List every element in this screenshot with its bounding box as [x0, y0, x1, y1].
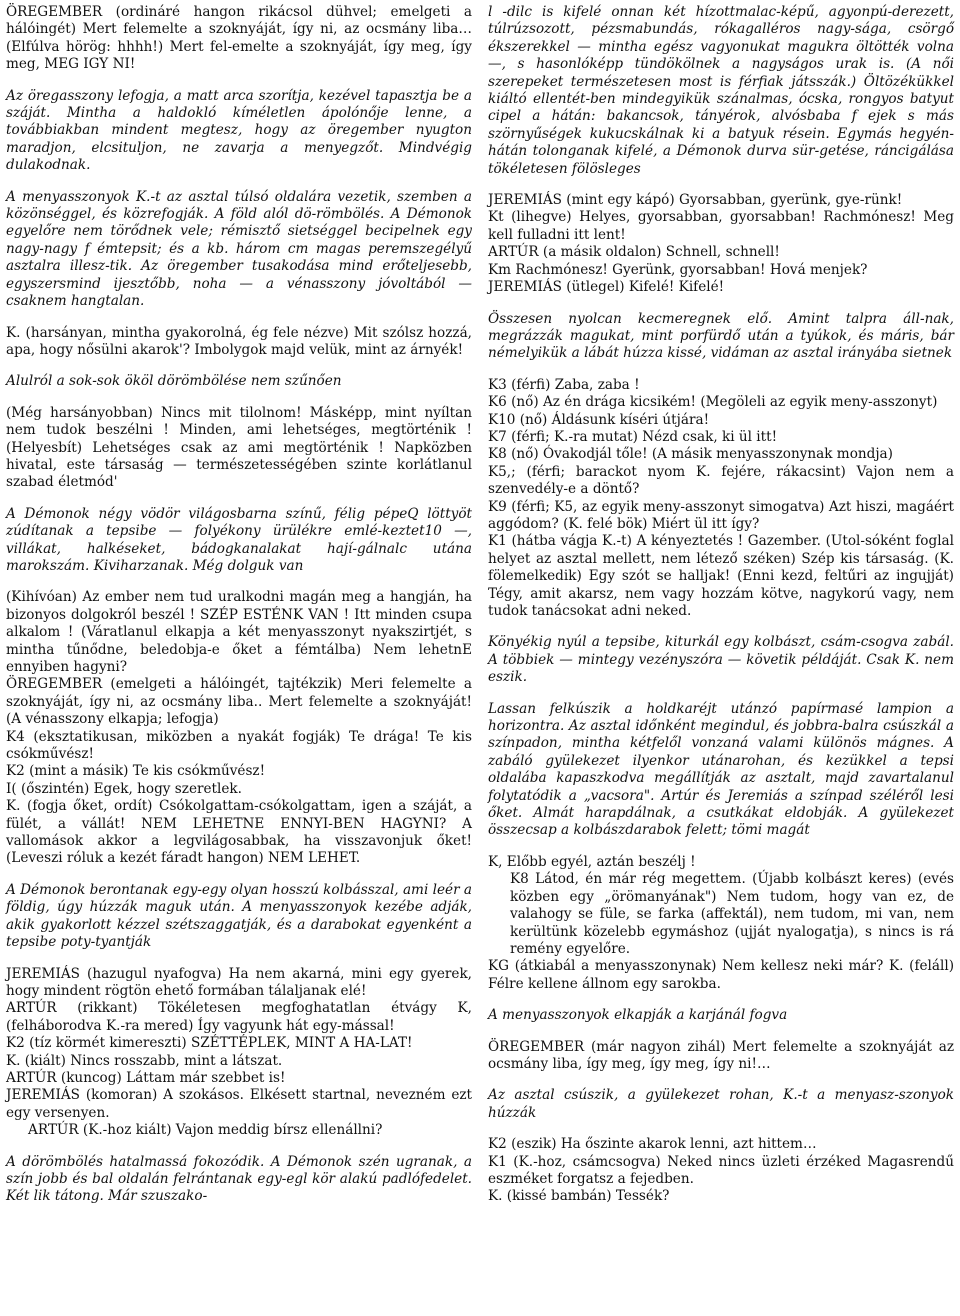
- dialogue-line: JEREMIÁS (mint egy kápó) Gyorsabban, gyerünk, gye-rünk!: [488, 192, 903, 209]
- dialogue-line: I( (őszintén) Egek, hogy szeretlek.: [6, 780, 242, 797]
- dialogue-line: K7 (férfi; K.-ra mutat) Nézd csak, ki ül itt!: [488, 428, 778, 445]
- stage-direction: Könyékig nyúl a tepsibe, kiturkál egy kolbászt, csám-csogva zabál. A többiek — mintegy vezényszóra — követik példáját. Csak K. nem eszik.: [488, 634, 954, 686]
- dialogue-line: ARTÚR (a másik oldalon) Schnell, schnell!: [488, 244, 780, 261]
- dialogue-line: ÖREGEMBER (emelgeti a hálóingét, tajtékzik) Meri felemelte a szoknyáját, így ni, az ocsmány liba.. Mert felemelte a szoknyáját! (A vénasszony elkapja; lefogja): [6, 676, 472, 728]
- dialogue-line: K6 (nő) Az én drága kicsikém! (Megöleli az egyik meny-asszonyt): [488, 394, 938, 411]
- dialogue-line: K. (kiált) Nincs rosszabb, mint a látszat.: [6, 1052, 283, 1069]
- dialogue-line: K4 (eksztatikusan, miközben a nyakát fogják) Te drága! Te kis csókművész!: [6, 728, 472, 763]
- dialogue-line: JEREMIÁS (komoran) A szokásos. Elkésett startnal, nevezném ezt egy versenyen.: [6, 1087, 472, 1121]
- dialogue-line: K2 (mint a másik) Te kis csókművész!: [6, 763, 266, 780]
- dialogue-line: K10 (nő) Áldásunk kíséri útjára!: [488, 411, 710, 428]
- stage-direction: Lassan felkúszik a holdkaréjt utánzó papírmasé lampion a horizontra. Az asztal időnként megindul, és jobbra-balra csúszkál a színpadon, mintha kétfelől vonzaná valami különös mágnes. A zabáló gyülekezet ilyenkor utánarohan, és kezükkel a tepsi oldalába kapaszkodva megállítják az asztalt, majd zavartalanul folytatódik a „vacsora". Artúr és Jeremiás a színpad széléről lesi őket. Almát harapdálnak, a csutkákat eldobják. A gyülekezet összecsap a kolbászdarabok felett; tömi magát: [488, 700, 954, 839]
- stage-direction: Összesen nyolcan kecmeregnek elő. Amint talpra áll-nak, megrázzák magukat, mint porfürdő után a tyúkok, és máris, bár némelyikük a lábát húzza kissé, vidáman az asztal irányába sietnek: [488, 310, 954, 362]
- dialogue-line: K2 (eszik) Ha őszinte akarok lenni, azt hittem…: [488, 1136, 817, 1153]
- stage-direction: A menyasszonyok elkapják a karjánál fogva: [488, 1007, 788, 1024]
- dialogue-line: (Kihívóan) Az ember nem tud uralkodni magán meg a hangján, ha bizonyos dolgokról beszél ! SZÉP ESTÉNK VAN ! Itt minden csupa alkalom ! (Váratlanul elkapja a két menyasszonyt nyakszirtjét, s mintha tűnődne, beledobja-e őket a fémtálba) Nem lehetnE ennyiben hagyni?: [6, 589, 472, 675]
- dialogue-line: K8 (nő) Óvakodjál tőle! (A másik menyasszonynak mondja): [488, 446, 893, 463]
- dialogue-line: K. (fogja őket, ordít) Csókolgattam-csókolgattam, igen a száját, a fülét, a vállát! NEM LEHETNE ENNYI-BEN HAGYNI? A vallomások akkor a legvilágosabbak, ha visszavonjuk őket! (Leveszi róluk a kezét fáradt hangon) NEM LEHET.: [6, 798, 472, 867]
- stage-direction: A menyasszonyok K.-t az asztal túlsó oldalára vezetik, szemben a közönséggel, és közrefogják. A föld alól dö-römbölés. A Démonok egyelőre nem törődnek vele; rémisztő sietséggel becipelnek egy nagy-nagy f émtepsit; és a kb. három cm magas peremszegélyű asztalra illesz-tik. Az öregember tusakodása mind erőteljesebb, egyszersmind ijesztőbb, noha — a vénasszony jóvoltából — csaknem hangtalan.: [6, 188, 472, 310]
- stage-direction: A dörömbölés hatalmassá fokozódik. A Démonok szén ugranak, a szín jobb és bal oldalán felrántanak egy-egl kör alakú padlófedelet. Két lik tátong. Már szuszako-: [6, 1153, 472, 1205]
- dialogue-line: ARTÚR (K.-hoz kiált) Vajon meddig bírsz ellenállni?: [28, 1122, 383, 1139]
- dialogue-line: K2 (tíz körmét kimereszti) SZÉTTÉPLEK, MINT A HA-LAT!: [6, 1035, 413, 1052]
- dialogue-line: ÖREGEMBER (már nagyon zihál) Mert felemelte a szoknyáját az ocsmány liba, így meg, így meg, így ni!…: [488, 1038, 954, 1072]
- stage-direction: A Démonok négy vödör világosbarna színű, félig pépeQ löttyöt zúdítanak a tepsibe — folyékony ürülékre emlé-keztet10 —, villákat, halkéseket, bádogkanalakat hají-gálnalc utána marokszám. Kiviharzanak. Még dolguk van: [6, 505, 472, 574]
- dialogue-line: K, Előbb egyél, aztán beszélj !: [488, 853, 696, 870]
- dialogue-line: JEREMIÁS (hazugul nyafogva) Ha nem akarná, mini egy gyerek, hogy mindent rögtön ehető formában tálaljanak elé!: [6, 965, 472, 999]
- dialogue-line: K. (harsányan, mintha gyakorolná, ég fele nézve) Mit szólsz hozzá, apa, hogy nősülni akarok'? Imbolygok majd velük, mint az árnyék!: [6, 324, 472, 358]
- left-column: [6, 4, 472, 1316]
- stage-direction: l -dilc is kifelé onnan két hízottmalac-képű, agyonpú-derezett, túlrúzsozott, pézsmabundás, rókagalléros nagy-sága, csörgő ékszerekkel — mintha egész vagyonukat magukra öltötték volna —, s hasonlóképp tündökölnek a nagyságos urak is. (A női szerepeket természetesen most is férfiak játsszák.) Öltözékükkel kiáltó ellentét-ben mindegyikük szánalmas, ócska, rongyos batyut cipel a hátán: bakancsok, tányérok, alvósbaba f ejek s más szörnyűségek kukucskálnak ki a batyuk résein. Egymás hegyén-hátán tolonganak kifelé, a Démonok durva sür-getése, ráncigálása tökéletesen fölösleges: [488, 4, 954, 177]
- dialogue-line: (Még harsányobban) Nincs mit tilolnom! Másképp, mint nyíltan nem tudok beszélni ! Minden, ami lehetséges, megtörténik ! (Helyesbít) Lehetséges csak az ami megtörténik ! Napközben hivatal, este társaság — természetességében szinte korlátlanul szabad életmód': [6, 404, 472, 491]
- dialogue-line: K9 (férfi; K5, az egyik meny-asszonyt simogatva) Azt hiszi, magáért aggódom? (K. felé bök) Miért ül itt így?: [488, 498, 954, 532]
- stage-direction: Az asztal csúszik, a gyülekezet rohan, K.-t a menyasz-szonyok húzzák: [488, 1087, 954, 1121]
- dialogue-line: K1 (K.-hoz, csámcsogva) Neked nincs üzleti érzéked Magasrendű eszméket forgatsz a fejedben.: [488, 1153, 954, 1187]
- dialogue-line: K3 (férfi) Zaba, zaba !: [488, 376, 640, 393]
- dialogue-line: ARTÚR (rikkant) Tökéletesen megfoghatatlan étvágy K, (felháborodva K.-ra mered) Így vagyunk hát egy-mással!: [6, 1000, 472, 1034]
- stage-direction: A Démonok berontanak egy-egy olyan hosszú kolbásszal, ami leér a földig, úgy húzzák maguk után. A menyasszonyok kezébe adják, akik gyakorlott kézzel szétszaggatják, és a darabokat egyenként a tepsibe poty-tyantják: [6, 881, 472, 951]
- dialogue-line: ARTÚR (kuncog) Láttam már szebbet is!: [6, 1069, 286, 1086]
- right-column: [488, 4, 954, 1316]
- dialogue-line: K5,; (férfi; barackot nyom K. fejére, rákacsint) Vajon nem a szenvedély-e a döntő?: [488, 463, 954, 498]
- dialogue-line: ÖREGEMBER (ordináré hangon rikácsol dühvel; emelgeti a hálóingét) Mert felemelte a szoknyáját, így ni, az ocsmány liba… (Elfúlva hörög: hhhh!) Mert fel-emelte a szoknyáját, így meg, így meg, MEG IGY NI!: [6, 4, 472, 73]
- dialogue-line: K8 Látod, én már rég megettem. (Újabb kolbászt keres) (evés közben egy „örömanyának") Nem tudom, hogy van ez, de valahogy se füle, se farka (affektál), nem tudom, mi van, nem kerültünk közelebb egymáshoz (ujját nyalogatja), s nincs is rá remény egyelőre.: [510, 871, 954, 957]
- dialogue-line: KG (átkiabál a menyasszonynak) Nem kellesz neki már? K. (feláll) Félre kellene állnom egy sarokba.: [488, 958, 954, 992]
- dialogue-line: Km Rachmónesz! Gyerünk, gyorsabban! Hová menjek?: [488, 261, 868, 278]
- dialogue-line: K. (kissé bambán) Tessék?: [488, 1188, 670, 1205]
- stage-direction: Alulról a sok-sok ököl dörömbölése nem szűnően: [6, 373, 342, 390]
- dialogue-line: Kt (lihegve) Helyes, gyorsabban, gyorsabban! Rachmónesz! Meg kell fulladni itt lent!: [488, 209, 954, 243]
- stage-direction: Az öregasszony lefogja, a matt arca szorítja, kezével tapasztja be a száját. Mintha a haldokló kíméletlen ápolónője lenne, a továbbiakban mindent megtesz, hogy az öregember nyugton maradjon, elcsituljon, ne zavarja a menyegzőt. Mindvégig dulakodnak.: [6, 87, 472, 174]
- dialogue-line: K1 (hátba vágja K.-t) A kényeztetés ! Gazember. (Utol-sóként foglal helyet az asztal mellett, nem létező széken) Szép kis társaság. (K. fölemelkedik) Egy szót se halljak! (Enni kezd, feltűri az ingujját) Tégy, amit akarsz, nem vagy hozzám kötve, nagykorú vagy, nem tudok tanácsokat adni neked.: [488, 533, 954, 619]
- dialogue-line: JEREMIÁS (ütlegel) Kifelé! Kifelé!: [488, 279, 725, 296]
